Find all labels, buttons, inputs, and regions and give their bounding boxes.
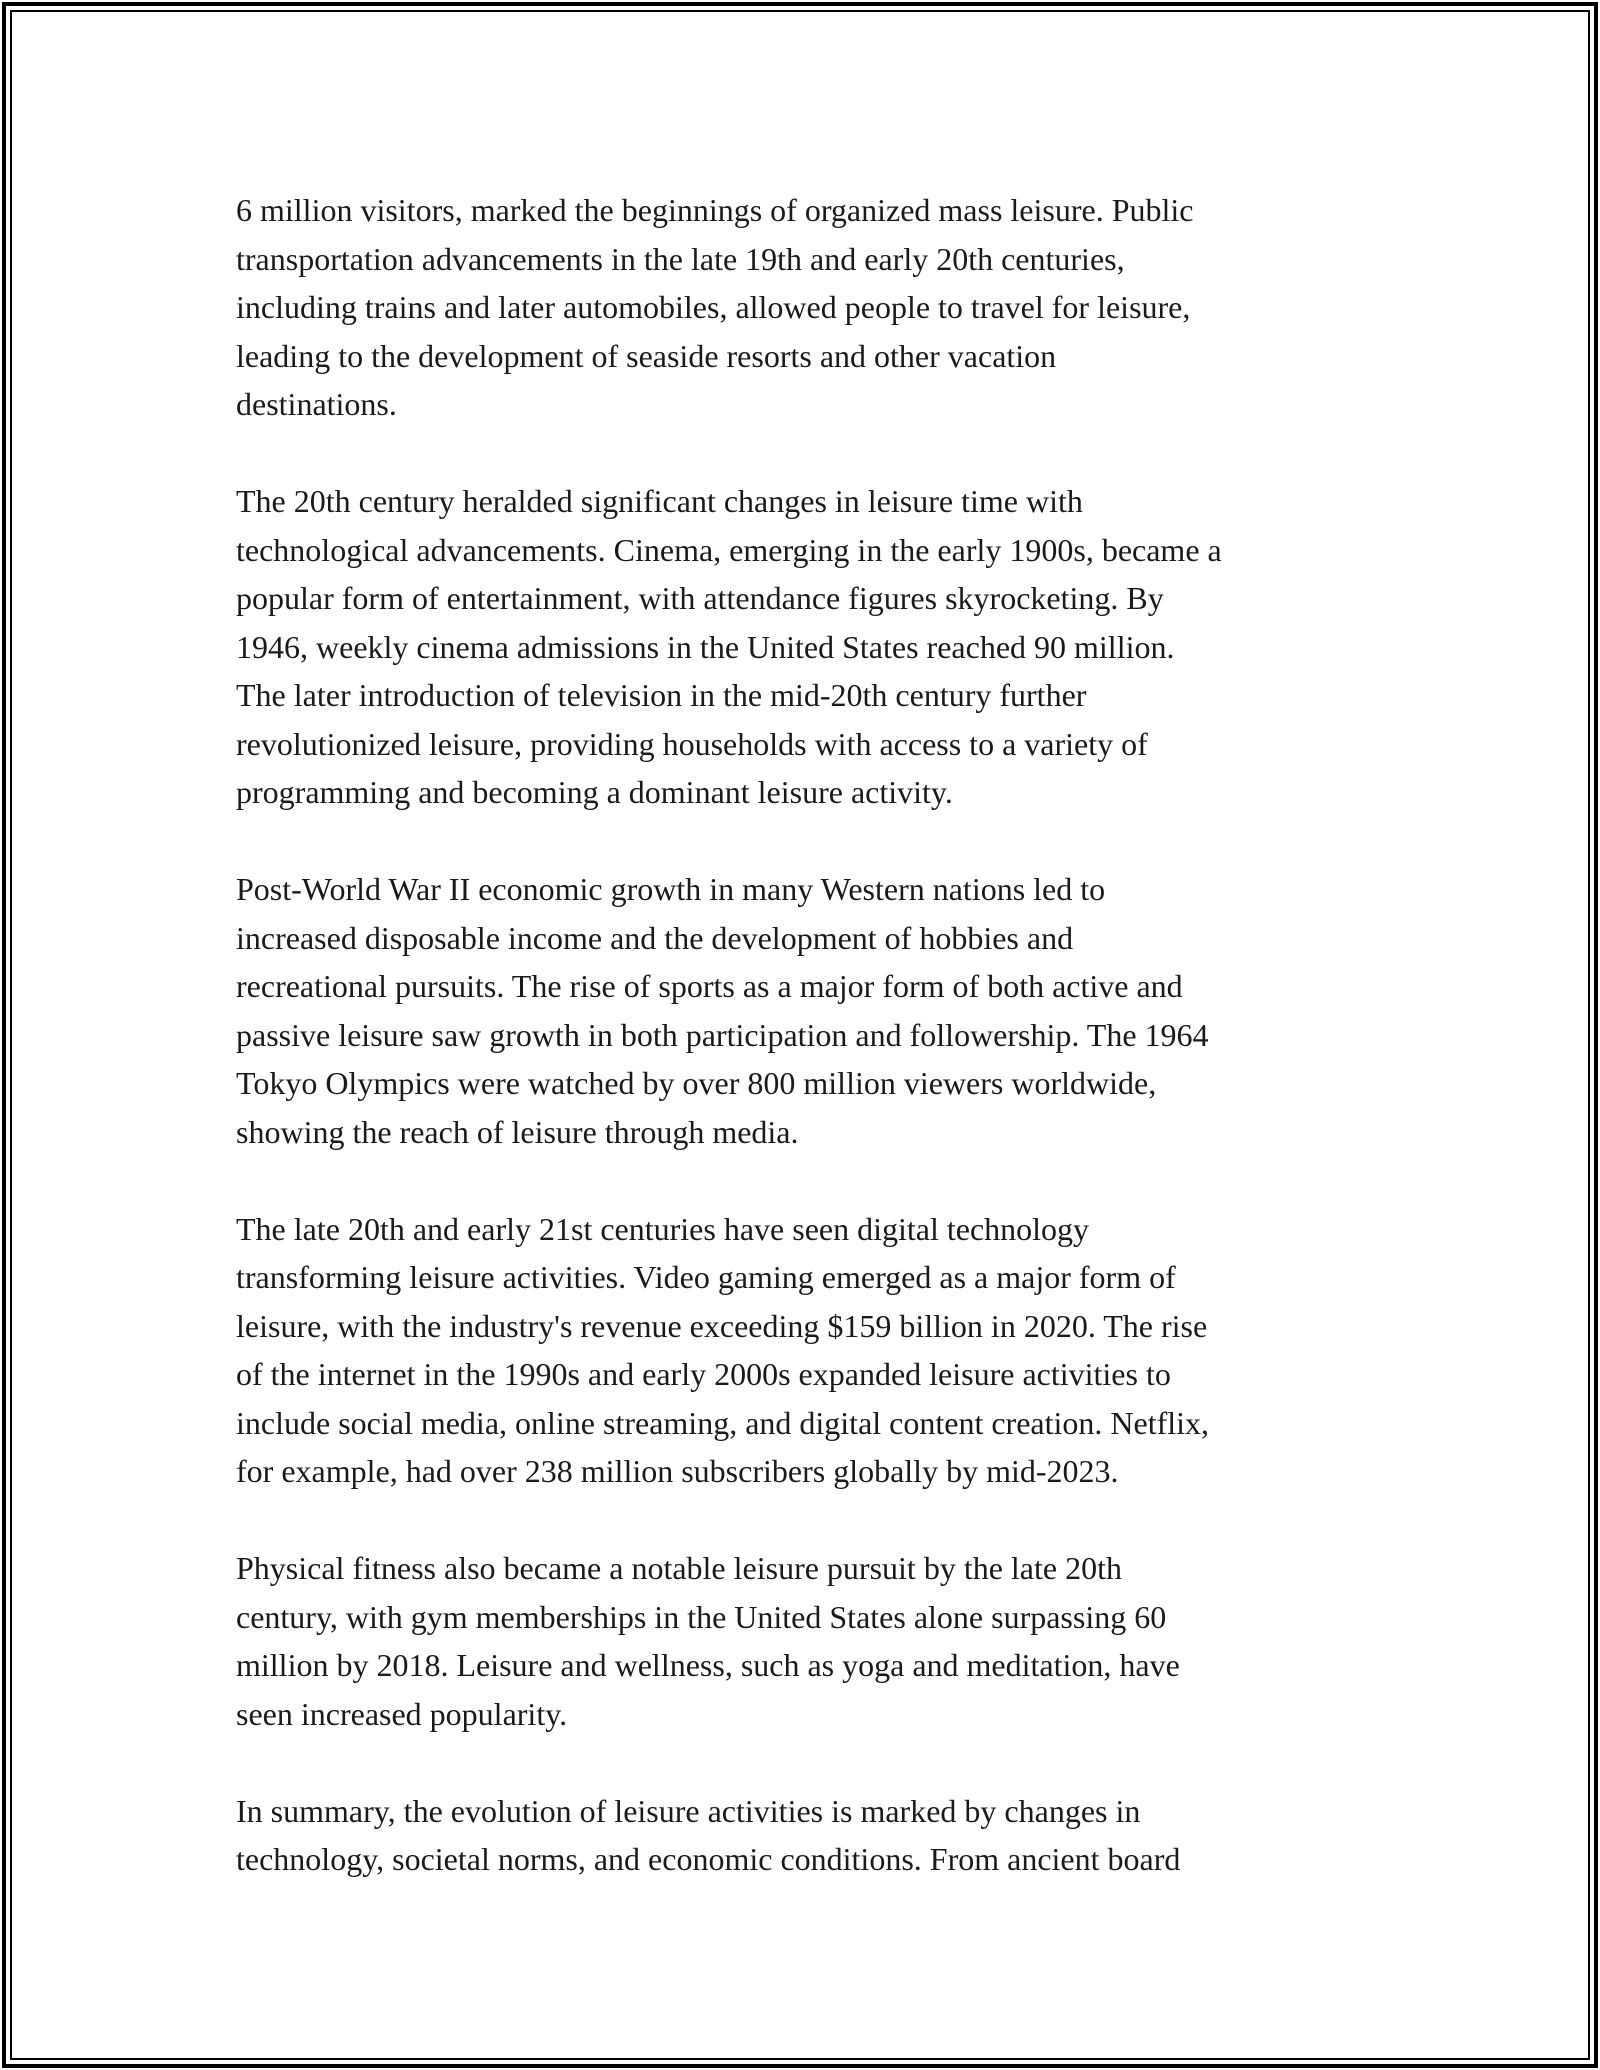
paragraph: In summary, the evolution of leisure activities is marked by changes in technology, societal norms, and economic conditions. From ancient board (236, 1792, 1181, 1877)
paragraph: The 20th century heralded significant changes in leisure time with technological advancements. Cinema, emerging in the early 1900s, became a popular form of entertainment, with attendance figures skyrocketing. By 1946, weekly cinema admissions in the United States reached 90 million. The later introduction of television in the mid-20th century further revolutionized leisure, providing households with access to a variety of programming and becoming a dominant leisure activity. (236, 483, 1222, 810)
paragraph: Post-World War II economic growth in many Western nations led to increased disposable income and the development of hobbies and recreational pursuits. The rise of sports as a major form of both active and passive leisure saw growth in both participation and followership. The 1964 Tokyo Olympics were watched by over 800 million viewers worldwide, showing the reach of leisure through media. (236, 871, 1209, 1150)
paragraph: The late 20th and early 21st centuries have seen digital technology transforming leisure activities. Video gaming emerged as a major form of leisure, with the industry's revenue exceeding $159 billion in 2020. The rise of the internet in the 1990s and early 2000s expanded leisure activities to include social media, online streaming, and digital content creation. Netflix, for example, had over 238 million subscribers globally by mid-2023. (236, 1210, 1210, 1489)
paragraph: Physical fitness also became a notable leisure pursuit by the late 20th century, with gym memberships in the United States alone surpassing 60 million by 2018. Leisure and wellness, such as yoga and meditation, have seen increased popularity. (236, 1550, 1180, 1732)
document-body (236, 186, 1386, 1884)
paragraph: 6 million visitors, marked the beginnings of organized mass leisure. Public transportation advancements in the late 19th and early 20th centuries, including trains and later automobiles, allowed people to travel for leisure, leading to the development of seaside resorts and other vacation destinations. (236, 192, 1194, 422)
